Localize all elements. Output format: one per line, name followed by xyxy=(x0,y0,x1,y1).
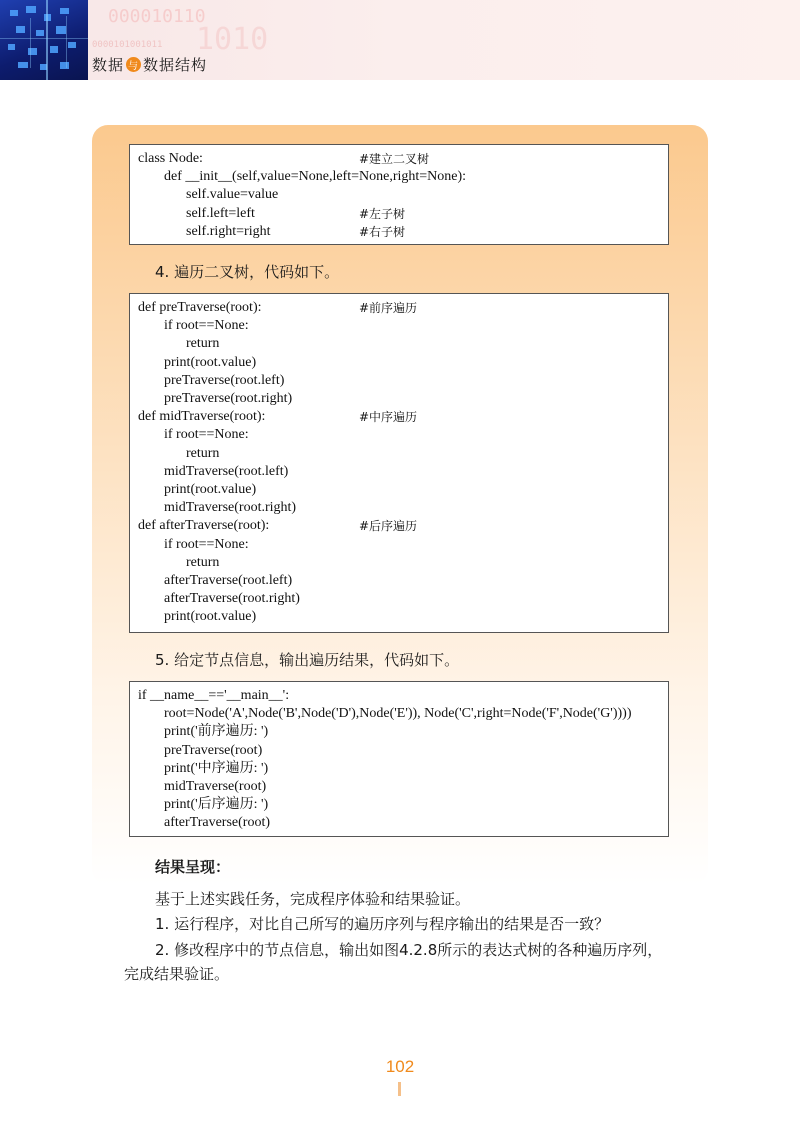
code-line: return xyxy=(186,554,220,570)
code-line: return xyxy=(186,336,220,352)
code-line: self.value=value xyxy=(186,187,279,203)
code-line: afterTraverse(root) xyxy=(164,815,270,831)
code-line: midTraverse(root.right) xyxy=(164,500,297,516)
code-line: print('后序遍历: ') xyxy=(164,797,269,813)
code-comment: #建立二叉树 xyxy=(359,152,430,166)
code-line: preTraverse(root) xyxy=(164,742,263,758)
code-line: self.left=left xyxy=(186,205,255,221)
code-line: def preTraverse(root): xyxy=(138,300,262,315)
result-item-2-line-1: 2. 修改程序中的节点信息，输出如图4.2.8所示的表达式树的各种遍历序列， xyxy=(155,941,663,959)
code-line: def afterTraverse(root): xyxy=(138,518,270,534)
book-title xyxy=(92,54,207,75)
result-intro: 基于上述实践任务，完成程序体验和结果验证。 xyxy=(155,890,471,908)
code-comment: #左子树 xyxy=(359,206,406,221)
code-line: class Node: xyxy=(138,151,203,166)
code-line: print(root.value) xyxy=(164,609,257,625)
code-block-node-class xyxy=(129,144,669,245)
step-4-heading: 4. 遍历二叉树，代码如下。 xyxy=(155,263,340,281)
result-item-2-line-2: 完成结果验证。 xyxy=(124,965,230,983)
binary-pattern-2: 1010 xyxy=(196,22,269,57)
code-line: def midTraverse(root): xyxy=(138,409,266,425)
result-item-1: 1. 运行程序，对比自己所写的遍历序列与程序输出的结果是否一致？ xyxy=(155,915,610,933)
code-block-traversal-functions xyxy=(129,293,669,633)
code-comment: #后序遍历 xyxy=(359,519,418,534)
code-line: print('中序遍历: ') xyxy=(164,760,269,776)
page-number: 102 xyxy=(385,1057,415,1076)
code-comment: #右子树 xyxy=(359,224,406,239)
code-line: afterTraverse(root.right) xyxy=(164,591,300,607)
step-5-heading: 5. 给定节点信息，输出遍历结果，代码如下。 xyxy=(155,651,460,669)
code-line: if root==None: xyxy=(164,318,249,334)
book-title-part1: 数据 xyxy=(92,56,125,74)
code-line: return xyxy=(186,445,220,461)
page-header xyxy=(0,0,800,80)
code-line: if root==None: xyxy=(164,536,249,552)
code-line: midTraverse(root) xyxy=(164,779,267,794)
code-line: self.right=right xyxy=(186,223,271,239)
header-circuit-illustration xyxy=(0,0,88,80)
code-line: root=Node('A',Node('B',Node('D'),Node('E')), Node('C',right=Node('F',Node('G')))) xyxy=(164,706,632,722)
binary-pattern-3: 0000101001011 xyxy=(92,40,163,50)
code-line: preTraverse(root.left) xyxy=(164,372,285,388)
code-line: if root==None: xyxy=(164,427,249,443)
code-block-main xyxy=(129,681,669,837)
code-comment: #前序遍历 xyxy=(359,301,418,315)
code-line: print('前序遍历: ') xyxy=(164,724,269,740)
code-line: if __name__=='__main__': xyxy=(138,688,290,703)
code-line: preTraverse(root.right) xyxy=(164,391,293,406)
code-line: print(root.value) xyxy=(164,354,257,370)
code-comment: #中序遍历 xyxy=(359,410,418,425)
code-line: def __init__(self,value=None,left=None,right=None): xyxy=(164,169,467,185)
code-line: midTraverse(root.left) xyxy=(164,463,289,479)
result-heading: 结果呈现： xyxy=(155,858,231,876)
code-line: print(root.value) xyxy=(164,482,257,497)
book-title-conjunction: 与 xyxy=(126,57,141,72)
book-title-part2: 数据结构 xyxy=(143,56,208,74)
binary-pattern-1: 000010110 xyxy=(108,6,206,27)
code-line: afterTraverse(root.left) xyxy=(164,573,293,588)
page-number-tick xyxy=(398,1082,401,1096)
